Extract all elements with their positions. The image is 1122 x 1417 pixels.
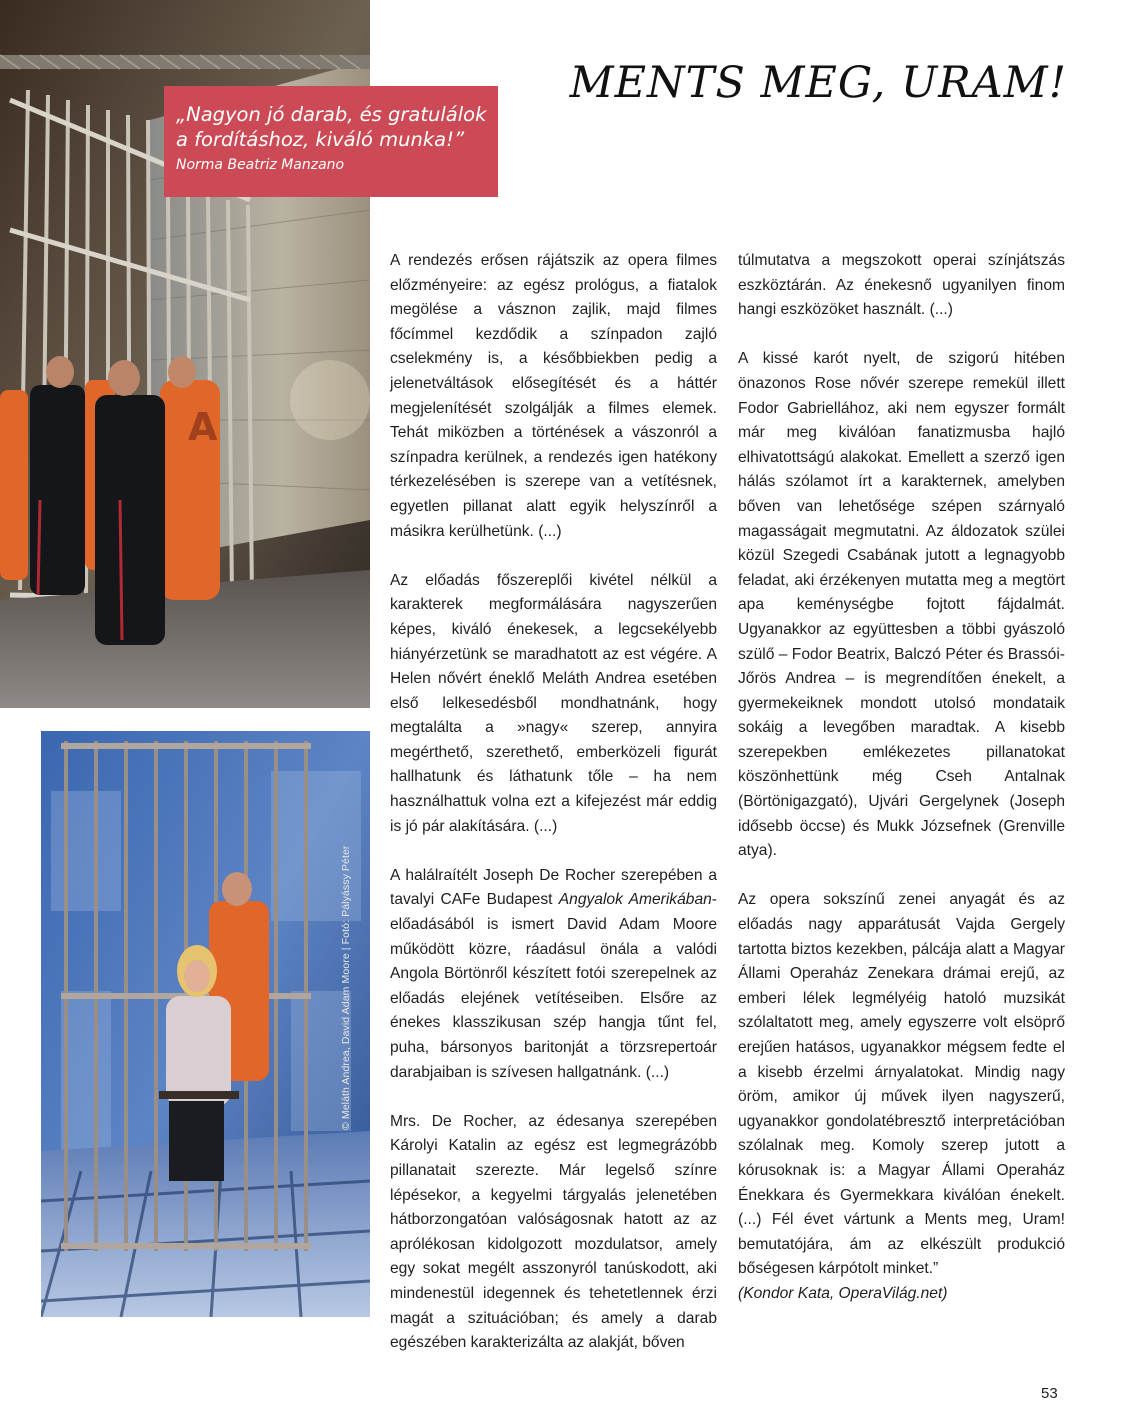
work-title: Angyalok Amerikában: [558, 891, 712, 909]
svg-text:A: A: [188, 405, 218, 449]
page-number: 53: [1041, 1385, 1058, 1402]
pull-quote-line-1: „Nagyon jó darab, és gratulálok: [176, 103, 487, 126]
review-signature: (Kondor Kata, OperaVilág.net): [738, 1284, 948, 1302]
paragraph: [390, 864, 717, 1085]
paragraph-text: A halálraítélt Joseph De Rocher szerepében a tavalyi CAFe Budapest: [390, 866, 717, 909]
pull-quote-text: [176, 102, 488, 152]
paragraph: A kissé karót nyelt, de szigorú hitében önazonos Rose nővér szerepe remekül illett Fodor Gabriellához, aki nem egyszer formált már meg kiválóan fanatizmusba hajló elhivatottságú alakokat. Emellett a szerző igen hálás szólamot írt a karakternek, amelyben bőven van lehetősége szépen szárnyaló magasságait megmutatni. Az áldozatok szülei közül Szegedi Csabának jutott a legnagyobb feladat, aki érzékenyen mutatta meg a megtört apa keménységbe fojtott fájdalmát. Ugyanakkor az együttesben a többi gyászoló szülő – Fodor Beatrix, Balczó Péter és Brassói-Jőrös Andrea – is megrendítően énekelt, a gyermekeiknek mondott utolsó mondataik sokáig a levegőben maradtak. A kisebb szerepekben emlékezetes pillanatokat köszönhettünk még Cseh Antalnak (Börtönigazgató), Ujvári Gergelynek (Joseph idősebb öccse) és Mukk Józsefnek (Grenville atya).: [738, 350, 1065, 860]
pull-quote-box: [164, 86, 498, 197]
article-column-left: [390, 249, 717, 1380]
article-title: MENTS MEG, URAM!: [569, 58, 1067, 108]
article-column-right: [738, 249, 1065, 1307]
paragraph: Az előadás főszereplői kivétel nélkül a karakterek megformálására nagyszerűen képes, kiváló énekesek, a legcsekélyebb hiányérzetünk se maradhatott az est végére. A Helen nővért éneklő Meláth Andrea esetében első lelkesedésből mondhatnánk, hogy megtalálta a »nagy« szerep, annyira megérthető, szerethető, emberközeli figurát hallhatunk és láthatunk tőle – ha nem használhattuk volna ezt a kifejezést már eddig is jó pár alakítására. (...): [390, 571, 717, 835]
photo-credit: © Meláth Andrea, David Adam Moore | Fotó: Pályássy Péter: [340, 845, 352, 1130]
pull-quote-author: Norma Beatriz Manzano: [176, 157, 345, 173]
paragraph-text: -előadásából is ismert David Adam Moore működött közre, ráadásul önála a valódi Angola Börtönről készített fotói szerepelnek az előadás elejének vetítéseiben. Elsőre az énekes klasszikusan szép hangja tűnt fel, puha, bársonyos baritonját a törzsrepertoár darabjaiban is szívesen hallgatnánk. (...): [390, 891, 717, 1081]
cell-photo-illustration: [41, 731, 370, 1317]
stage-photo-prison-cell: [41, 731, 370, 1317]
paragraph: túlmutatva a megszokott operai színjátszás eszköztárán. Az énekesnő ugyanilyen finom hangi eszközöket használt. (...): [738, 252, 1065, 319]
paragraph: Mrs. De Rocher, az édesanya szerepében Károlyi Katalin az egész est legmegrázóbb pillanatait szerezte. Már legelső színre lépésekor, a kegyelmi tárgyalás jelenetében hátborzongatóan valóságosnak hatott az az aprólékosan kidolgozott mozdulatsor, amely egy sokat megélt asszonyról tanúskodott, aki mindenestül idegennek és tehetetlennek érzi magát a szituációban; és amely a darab egészében karakterizálta az alakját, bőven: [390, 1112, 717, 1352]
paragraph: Az opera sokszínű zenei anyagát és az előadás nagy apparátusát Vajda Gergely tartotta biztos kezekben, pálcája alatt a Magyar Állami Operaház Zenekara drámai erejű, az emberi lélek legmélyéig hatoló muzsikát szólaltatott meg, amely egyszerre volt elsöprő erejűen hatásos, ugyanakkor mégsem fedte el a kisebb érzelmi árnyalatokat. Mindig nagy öröm, amikor új művek ilyen nagyszerű, ugyanakkor gondolatébresztő interpretációban szólalnak meg. Komoly szerep jutott a kórusoknak is: a Magyar Állami Operaház Énekkara és Gyermekkara kiválóan énekelt. (...) Fél évet vártunk a Ments meg, Uram! bemutatójára, ám az elkészült produkció bőségesen kárpótolt minket.”: [738, 891, 1065, 1278]
paragraph: A rendezés erősen rájátszik az opera filmes előzményeire: az egész prológus, a fiatalok megölése a vásznon zajlik, majd filmes főcímmel kezdődik a színpadon zajló cselekmény is, a későbbiekben pedig a jelenetváltások elősegítését és a háttér megjelenítését szolgálják a filmes elemek. Tehát miközben a történések a vászonról a színpadra kerülnek, a rendezés igen hatékony térkezelésében is szerepe van a vetítésnek, egyetlen pillanat alatt egyik helyszínről a másikra kerülhetünk. (...): [390, 252, 717, 540]
pull-quote-line-2: a fordításhoz, kiváló munka!”: [176, 128, 465, 151]
